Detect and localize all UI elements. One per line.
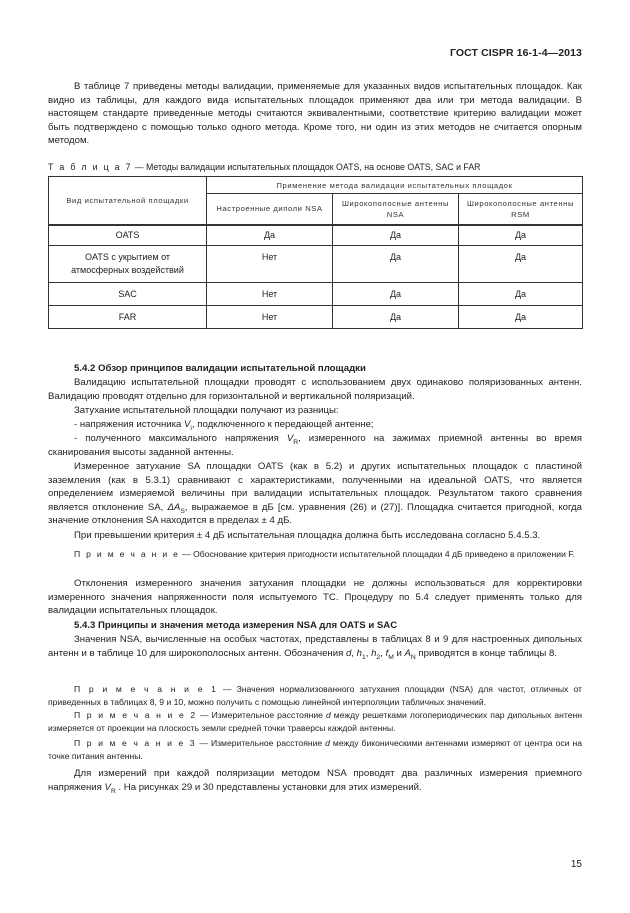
text-run: Для измерений при каждой поляризации методом NSA проводят два различных измерения приемного напряжения — [48, 768, 582, 793]
table-cell: Да — [207, 225, 333, 246]
note-text: между решетками логопериодических пар дипольных антенн измеряется от проекции на плоскость земли средней точки траверсы каждой антенны. — [48, 710, 582, 733]
table-cell: Нет — [207, 283, 333, 306]
subscript: M — [388, 653, 394, 661]
variable-f: f — [385, 647, 389, 659]
s542-bullet-2 — [48, 432, 582, 459]
text-run: Измеренное затухание SA площадки OATS (как в 5.2) и других испытательных площадок с пластиной заземления (как в 5.3.1) сравнивают с характеристиками, полученными на идеальной OATS, что является определением измеряемой величины при валидации испытательных площадок. Результатом такого сравнения является отклонение SA, — [48, 461, 582, 513]
note-text: — Обоснование критерия пригодности испытательной площадки 4 дБ приведено в приложении F. — [179, 549, 575, 559]
table-7-caption-label: Т а б л и ц а 7 — [48, 162, 133, 172]
table-7-group-header: Применение метода валидации испытательных площадок — [207, 177, 583, 194]
subscript: 1 — [361, 653, 366, 661]
symbol-delta-a: ΔA — [167, 501, 181, 513]
s542-note — [48, 548, 582, 561]
table-cell-site: FAR — [49, 306, 207, 329]
variable-h: h — [371, 647, 377, 659]
table-cell: Да — [459, 306, 583, 329]
page-number: 15 — [570, 859, 582, 870]
table-row — [49, 225, 583, 246]
variable-v: V — [104, 781, 111, 793]
variable-d: d — [325, 710, 331, 720]
table-cell: Да — [333, 246, 459, 283]
table-7-col-tuned-dipoles: Настроенные диполи NSA — [207, 194, 333, 225]
subscript: R — [110, 787, 116, 795]
table-7-caption-text: — Методы валидации испытательных площадок OATS, на основе OATS, SAC и FAR — [132, 162, 481, 172]
note-text: — Измерительное расстояние — [196, 710, 326, 720]
section-5-4-2-heading: 5.4.2 Обзор принципов валидации испытательной площадки — [74, 363, 366, 374]
s542-paragraph-5: Отклонения измеренного значения затухания площадки не должны использоваться для корректировки измеренного значения напряженности поля испытуемого ТС. Процедуру по 5.4 следует применять только для валидации испытательных площадок. — [48, 578, 582, 617]
text-run: , подключенного к передающей антенне; — [191, 419, 374, 430]
note-label: П р и м е ч а н и е — [74, 549, 180, 559]
table-cell: Да — [459, 246, 583, 283]
text-run: , — [365, 647, 372, 659]
subscript: S — [180, 507, 185, 515]
s543-paragraph-2 — [48, 767, 582, 794]
table-row — [49, 246, 583, 283]
text-run: и — [393, 647, 405, 659]
text-run: - напряжения источника — [74, 419, 185, 430]
s542-paragraph-4: При превышении критерия ± 4 дБ испытательная площадка должна быть исследована согласно 5.4.5.3. — [74, 530, 541, 541]
subscript: N — [410, 653, 416, 661]
table-cell: Да — [333, 283, 459, 306]
note-text: между биконическими антеннами измеряют от центра оси на точке питания антенны. — [48, 738, 583, 761]
variable-a: A — [404, 647, 411, 659]
document-header-id: ГОСТ CISPR 16-1-4—2013 — [449, 47, 582, 59]
table-cell-site: OATS с укрытием от атмосферных воздействий — [49, 246, 207, 283]
section-5-4-3-heading: 5.4.3 Принципы и значения метода измерения NSA для OATS и SAC — [74, 620, 398, 631]
s542-bullet-1 — [48, 418, 582, 432]
text-run: Значения NSA, вычисленные на особых частотах, представлены в таблицах 8 и 9 для настроенных дипольных антенн и в таблице 10 для широкополосных антенн. Обозначения — [48, 634, 582, 659]
table-cell-site: OATS — [49, 225, 207, 246]
table-cell: Нет — [207, 306, 333, 329]
table-7 — [48, 176, 583, 329]
s543-note-3 — [48, 737, 582, 763]
text-run: , — [380, 647, 386, 659]
s543-note-1 — [48, 683, 582, 709]
text-run: . На рисунках 29 и 30 представлены установки для этих измерений. — [115, 781, 422, 793]
subscript: i — [190, 424, 192, 432]
table-7-col-broadband-nsa: Широкополосные антенны NSA — [333, 194, 459, 225]
subscript: 2 — [376, 653, 381, 661]
table-7-col-site: Вид испытательной площадки — [49, 177, 207, 225]
variable-d: d — [345, 647, 352, 659]
text-run: - полученного максимального напряжения — [74, 433, 287, 444]
text-run: , выражаемое в дБ [см. уравнения (26) и (27)]. Площадка считается пригодной, когда значение отклонения SA находится в пределах ± 4 дБ. — [48, 501, 582, 527]
table-cell: Да — [333, 225, 459, 246]
table-cell: Нет — [207, 246, 333, 283]
variable-v: V — [184, 419, 191, 430]
table-7-col-broadband-rsm: Широкополосные антенны RSM — [459, 194, 583, 225]
table-row — [49, 283, 583, 306]
variable-v: V — [286, 433, 294, 444]
subscript: R — [293, 438, 299, 446]
s543-note-2 — [48, 709, 582, 735]
table-7-caption — [48, 162, 481, 172]
text-run: приводятся в конце таблицы 8. — [415, 647, 557, 659]
note-label: П р и м е ч а н и е 1 — [74, 684, 218, 694]
table-cell: Да — [333, 306, 459, 329]
s542-paragraph-2: Затухание испытательной площадки получают из разницы: — [74, 405, 339, 416]
s542-paragraph-1: Валидацию испытательной площадки проводят с использованием двух одинаково поляризованных антенн. Валидацию проводят отдельно для горизонтальной и вертикальной поляризаций. — [48, 377, 582, 402]
text-run: , — [351, 647, 357, 659]
note-label: П р и м е ч а н и е 2 — [74, 710, 197, 720]
note-text: — Измерительное расстояние — [196, 738, 326, 748]
table-row — [49, 306, 583, 329]
table-cell: Да — [459, 283, 583, 306]
s543-paragraph-1 — [48, 633, 582, 660]
table-cell: Да — [459, 225, 583, 246]
intro-paragraph: В таблице 7 приведены методы валидации, применяемые для указанных видов испытательных площадок. Как видно из таблицы, для каждого вида испытательных площадок применяют два или три метода валидации. В настоящем стандарте приведенные методы считаются эквивалентными, соответствие критерию валидации может быть подтверждено с помощью только одного метода. Кроме того, ни один из этих методов не считается опорным методом. — [48, 81, 582, 147]
variable-d: d — [325, 738, 330, 748]
note-label: П р и м е ч а н и е 3 — [74, 738, 197, 748]
text-run: , измеренного на зажимах приемной антенны во время сканирования высоты заданной антенны. — [48, 433, 583, 458]
variable-h: h — [356, 647, 362, 659]
s542-paragraph-3 — [48, 460, 582, 528]
note-text: — Значения нормализованного затухания площадки (NSA) для частот, отличных от приведенных в таблицах 8, 9 и 10, можно получить с помощью линейной интерполяции табличных значений. — [48, 684, 582, 707]
table-cell-site: SAC — [49, 283, 207, 306]
